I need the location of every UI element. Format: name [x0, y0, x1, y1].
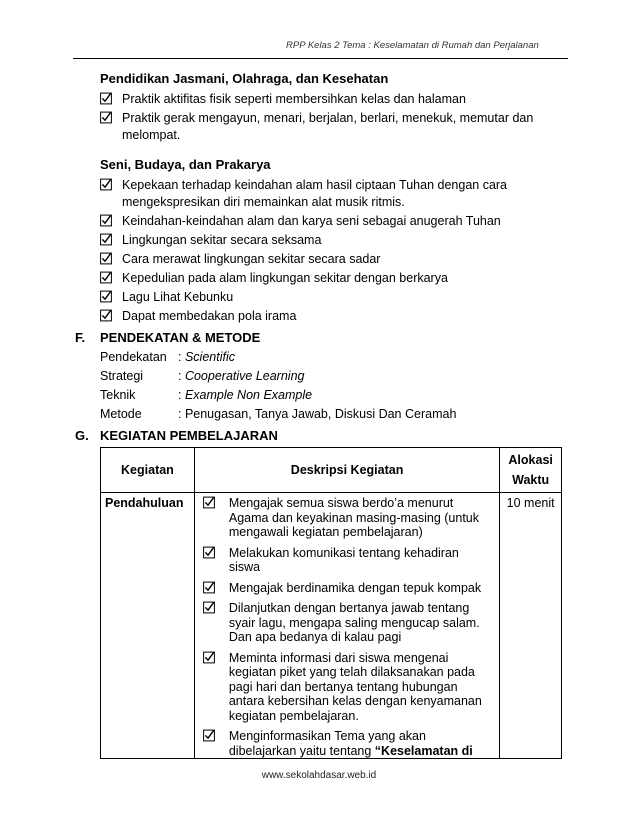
header-rule [73, 58, 568, 59]
list-item [100, 308, 570, 325]
pjok-block [100, 70, 570, 146]
header-deskripsi: Deskripsi Kegiatan [194, 448, 499, 493]
activity-item-text: Melakukan komunikasi tentang kehadiran siswa [228, 545, 459, 574]
section-g-title: KEGIATAN PEMBELAJARAN [100, 428, 278, 443]
activity-item-text: Mengajak berdinamika dengan tepuk kompak [228, 580, 482, 595]
approach-row [100, 405, 560, 424]
header-alokasi: Alokasi Waktu [500, 448, 562, 493]
table-header-row [101, 448, 562, 493]
approach-value: : Scientific [178, 350, 235, 364]
checked-box-icon [203, 496, 215, 509]
activity-item-text: Dilanjutkan dengan bertanya jawab tentang syair lagu, mengapa saling mengucap salam. Dan apa bedanya di kalau pagi [228, 601, 480, 644]
table-row [101, 493, 562, 759]
approach-row [100, 386, 560, 405]
activity-item [195, 651, 493, 724]
list-item-text: Praktik gerak mengayun, menari, berjalan, berlari, menekuk, memutar dan melompat. [122, 111, 534, 142]
activity-item-text: Menginformasikan Tema yang akan dibelajarkan yaitu tentang [228, 729, 426, 758]
sbdp-block [100, 156, 570, 327]
activity-item [195, 601, 493, 645]
list-item [100, 213, 570, 230]
list-item [100, 177, 570, 211]
section-g-letter: G. [75, 428, 89, 443]
approach-value: : Example Non Example [178, 388, 313, 402]
checked-box-icon [100, 111, 112, 124]
sbdp-title: Seni, Budaya, dan Prakarya [100, 157, 271, 172]
approach-value: : Cooperative Learning [178, 369, 305, 383]
list-item-text: Lingkungan sekitar secara seksama [122, 233, 322, 247]
list-item-text: Kepedulian pada alam lingkungan sekitar dengan berkarya [122, 271, 448, 285]
section-f-letter: F. [75, 330, 86, 345]
learning-activities-table [100, 447, 562, 759]
running-header: RPP Kelas 2 Tema : Keselamatan di Rumah dan Perjalanan [286, 40, 539, 51]
checked-box-icon [100, 290, 112, 303]
footer-url: www.sekolahdasar.web.id [261, 770, 377, 781]
section-f-title: PENDEKATAN & METODE [100, 330, 261, 345]
checked-box-icon [100, 271, 112, 284]
list-item [100, 232, 570, 249]
checked-box-icon [100, 309, 112, 322]
list-item [100, 289, 570, 306]
approach-value: : Penugasan, Tanya Jawab, Diskusi Dan Ceramah [178, 407, 457, 421]
approach-method-list [100, 348, 560, 424]
list-item-text: Lagu Lihat Kebunku [122, 290, 234, 304]
activity-item [195, 729, 493, 758]
theme-title-text: “Keselamatan di [374, 743, 473, 758]
checked-box-icon [100, 214, 112, 227]
activity-item [195, 546, 493, 575]
checked-box-icon [100, 92, 112, 105]
header-kegiatan: Kegiatan [101, 448, 195, 493]
activity-item [195, 496, 493, 540]
checked-box-icon [203, 546, 215, 559]
row-alokasi: 10 menit [500, 493, 562, 759]
checked-box-icon [203, 729, 215, 742]
row-kegiatan: Pendahuluan [101, 493, 195, 759]
list-item-text: Kepekaan terhadap keindahan alam hasil ciptaan Tuhan dengan cara mengekspresikan diri memainkan alat musik ritmis. [122, 178, 508, 209]
list-item [100, 270, 570, 287]
checked-box-icon [203, 651, 215, 664]
list-item-text: Dapat membedakan pola irama [122, 309, 297, 323]
approach-key: Metode [100, 407, 142, 421]
checked-box-icon [203, 601, 215, 614]
row-deskripsi [194, 493, 499, 759]
approach-key: Strategi [100, 369, 144, 383]
activity-item-text: Meminta informasi dari siswa mengenai kegiatan piket yang telah dilaksanakan pada pagi hari dan bertanya tentang hubungan antara kebersihan kelas dengan kenyamanan kegiatan pembelajaran. [228, 650, 482, 723]
list-item [100, 251, 570, 268]
approach-key: Teknik [100, 388, 136, 402]
pjok-title: Pendidikan Jasmani, Olahraga, dan Kesehatan [100, 71, 389, 86]
list-item [100, 110, 570, 144]
activity-item [195, 581, 493, 596]
list-item [100, 91, 570, 108]
checked-box-icon [100, 233, 112, 246]
checked-box-icon [203, 581, 215, 594]
approach-key: Pendekatan [100, 350, 167, 364]
list-item-text: Praktik aktifitas fisik seperti membersihkan kelas dan halaman [122, 92, 466, 106]
sbdp-list [100, 177, 570, 325]
checked-box-icon [100, 252, 112, 265]
checked-box-icon [100, 178, 112, 191]
approach-row [100, 367, 560, 386]
pjok-list [100, 91, 570, 144]
activity-list [195, 496, 493, 758]
approach-row [100, 348, 560, 367]
activity-item-text: Mengajak semua siswa berdo’a menurut Agama dan keyakinan masing-masing (untuk mengawali kegiatan pembelajaran) [228, 496, 479, 539]
list-item-text: Cara merawat lingkungan sekitar secara sadar [122, 252, 381, 266]
list-item-text: Keindahan-keindahan alam dan karya seni sebagai anugerah Tuhan [122, 214, 501, 228]
